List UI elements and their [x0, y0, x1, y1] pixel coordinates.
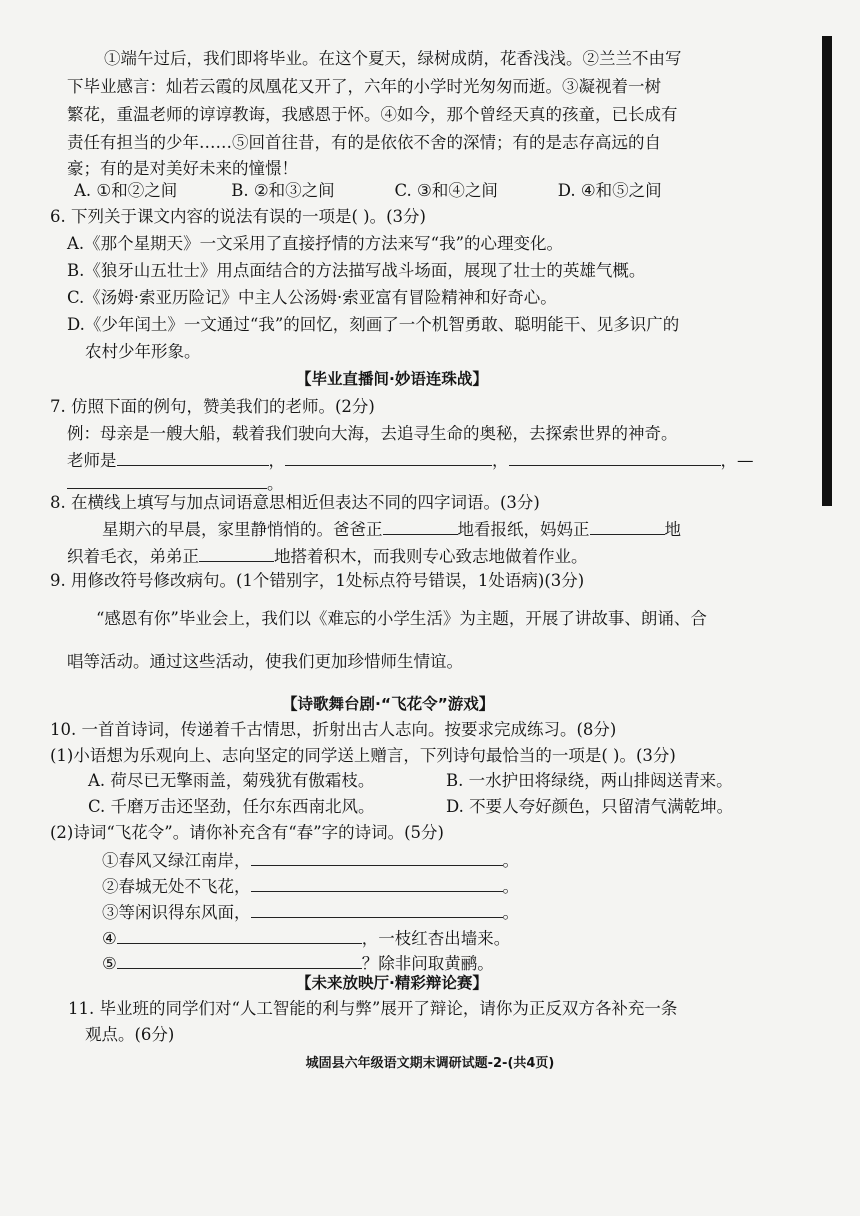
- q5-option-b: B. ②和③之间: [231, 181, 335, 200]
- flower-line-3: [102, 899, 519, 925]
- q5-option-c: C. ③和④之间: [394, 181, 498, 200]
- q6-option-c: C.《汤姆·索亚历险记》中主人公汤姆·索亚富有冒险精神和好奇心。: [67, 288, 557, 307]
- flower-line-2: [102, 873, 519, 899]
- section-heading-1: 【毕业直播间·妙语连珠战】: [296, 370, 488, 388]
- q6-option-a: A.《那个星期天》一文采用了直接抒情的方法来写“我”的心理变化。: [67, 234, 564, 253]
- q8-text-3: 地: [664, 520, 681, 539]
- q7-stem: 7. 仿照下面的例句，赞美我们的老师。(2分): [50, 397, 375, 416]
- flower-text-4a: ④: [102, 929, 117, 948]
- flower-period-1: 。: [502, 851, 519, 870]
- q8-line-1: [102, 516, 681, 542]
- q5-options: [74, 178, 662, 204]
- q7-blank-1[interactable]: [117, 447, 269, 466]
- flower-text-5b: ？除非问取黄鹂。: [361, 954, 494, 973]
- q9-sentence-line-2: 唱等活动。通过这些活动，使我们更加珍惜师生情谊。: [67, 652, 463, 671]
- q10-option-b: B. 一水护田将绿绕，两山排闼送青来。: [446, 771, 733, 790]
- flower-period-2: 。: [502, 877, 519, 896]
- flower-blank-3[interactable]: [251, 899, 503, 918]
- flower-text-4b: ，一枝红杏出墙来。: [361, 929, 511, 948]
- section-heading-2: 【诗歌舞台剧·“飞花令”游戏】: [282, 695, 495, 713]
- q8-blank-1[interactable]: [383, 516, 458, 535]
- q7-end: 。: [267, 474, 284, 493]
- q10-option-a: A. 荷尽已无擎雨盖，菊残犹有傲霜枝。: [88, 771, 375, 790]
- flower-blank-2[interactable]: [251, 873, 503, 892]
- q8-text-5: 地搭着积木，而我则专心致志地做着作业。: [274, 547, 588, 566]
- q6-option-b: B.《狼牙山五壮士》用点面结合的方法描写战斗场面，展现了壮士的英雄气概。: [67, 261, 646, 280]
- section-heading-3: 【未来放映厅·精彩辩论赛】: [296, 974, 488, 992]
- q7-comma-3: ，: [720, 451, 737, 470]
- q5-option-d: D. ④和⑤之间: [557, 181, 662, 200]
- q10-stem: 10. 一首首诗词，传递着千古情思，折射出古人志向。按要求完成练习。(8分): [50, 720, 617, 739]
- q9-sentence-line-1: “感恩有你”毕业会上，我们以《难忘的小学生活》为主题，开展了讲故事、朗诵、合: [96, 609, 707, 628]
- passage-line-4: 责任有担当的少年……⑤回首往昔，有的是依依不舍的深情；有的是志存高远的自: [67, 133, 661, 152]
- flower-line-1: [102, 847, 519, 873]
- q7-dash: —: [737, 451, 754, 470]
- q8-text-4: 织着毛衣，弟弟正: [67, 547, 199, 566]
- q10-option-d: D. 不要人夸好颜色，只留清气满乾坤。: [446, 797, 734, 816]
- q11-line-2: 观点。(6分): [85, 1025, 175, 1044]
- flower-blank-1[interactable]: [251, 847, 503, 866]
- q7-blank-4[interactable]: [67, 470, 267, 489]
- q5-option-a: A. ①和②之间: [74, 181, 178, 200]
- q10-option-c: C. 千磨万击还坚劲，任尔东西南北风。: [88, 797, 375, 816]
- q7-lead: 老师是: [67, 451, 117, 470]
- q7-blank-3[interactable]: [509, 447, 721, 466]
- flower-blank-5[interactable]: [117, 950, 362, 969]
- q11-line-1: 11. 毕业班的同学们对“人工智能的利与弊”展开了辩论，请你为正反双方各补充一条: [68, 999, 678, 1018]
- q7-comma-1: ，: [268, 451, 285, 470]
- flower-text-5a: ⑤: [102, 954, 117, 973]
- flower-text-1: ①春风又绿江南岸，: [102, 851, 251, 870]
- passage-line-1: ①端午过后，我们即将毕业。在这个夏天，绿树成荫，花香浅浅。②兰兰不由写: [104, 49, 682, 68]
- passage-line-2: 下毕业感言：灿若云霞的凤凰花又开了，六年的小学时光匆匆而逝。③凝视着一树: [67, 77, 661, 96]
- q8-stem: 8. 在横线上填写与加点词语意思相近但表达不同的四字词语。(3分): [50, 493, 540, 512]
- q9-stem: 9. 用修改符号修改病句。(1个错别字，1处标点符号错误，1处语病)(3分): [50, 571, 585, 590]
- flower-period-3: 。: [502, 903, 519, 922]
- q8-text-2: 地看报纸，妈妈正: [457, 520, 590, 539]
- q6-option-d-line1: D.《少年闰土》一文通过“我”的回忆，刻画了一个机智勇敢、聪明能干、见多识广的: [67, 315, 680, 334]
- q10-part2: (2)诗词“飞花令”。请你补充含有“春”字的诗词。(5分): [50, 823, 444, 842]
- flower-blank-4[interactable]: [117, 925, 362, 944]
- passage-line-5: 豪；有的是对美好未来的憧憬！: [67, 159, 298, 178]
- q10-part1: (1)小语想为乐观向上、志向坚定的同学送上赠言，下列诗句最恰当的一项是( )。(3分): [50, 746, 676, 765]
- q7-comma-2: ，: [492, 451, 509, 470]
- q10-options-row2: [88, 794, 733, 820]
- flower-line-4: [102, 925, 510, 951]
- page-footer: 城固县六年级语文期末调研试题-2-(共4页): [305, 1056, 555, 1071]
- q8-text-1: 星期六的早晨，家里静悄悄的。爸爸正: [102, 520, 383, 539]
- q6-stem: 6. 下列关于课文内容的说法有误的一项是( )。(3分): [50, 207, 426, 226]
- q7-blank-2[interactable]: [285, 447, 492, 466]
- q10-options-row1: [88, 768, 733, 794]
- passage-line-3: 繁花，重温老师的谆谆教诲，我感恩于怀。④如今，那个曾经天真的孩童，已长成有: [67, 105, 678, 124]
- q7-example: 例：母亲是一艘大船，载着我们驶向大海，去追寻生命的奥秘，去探索世界的神奇。: [67, 424, 678, 443]
- scan-edge-shadow: [822, 36, 832, 506]
- q8-blank-3[interactable]: [199, 543, 274, 562]
- flower-text-2: ②春城无处不飞花，: [102, 877, 251, 896]
- flower-text-3: ③等闲识得东风面，: [102, 903, 251, 922]
- q8-line-2: [67, 543, 588, 569]
- q6-option-d-line2: 农村少年形象。: [85, 342, 201, 361]
- q8-blank-2[interactable]: [590, 516, 665, 535]
